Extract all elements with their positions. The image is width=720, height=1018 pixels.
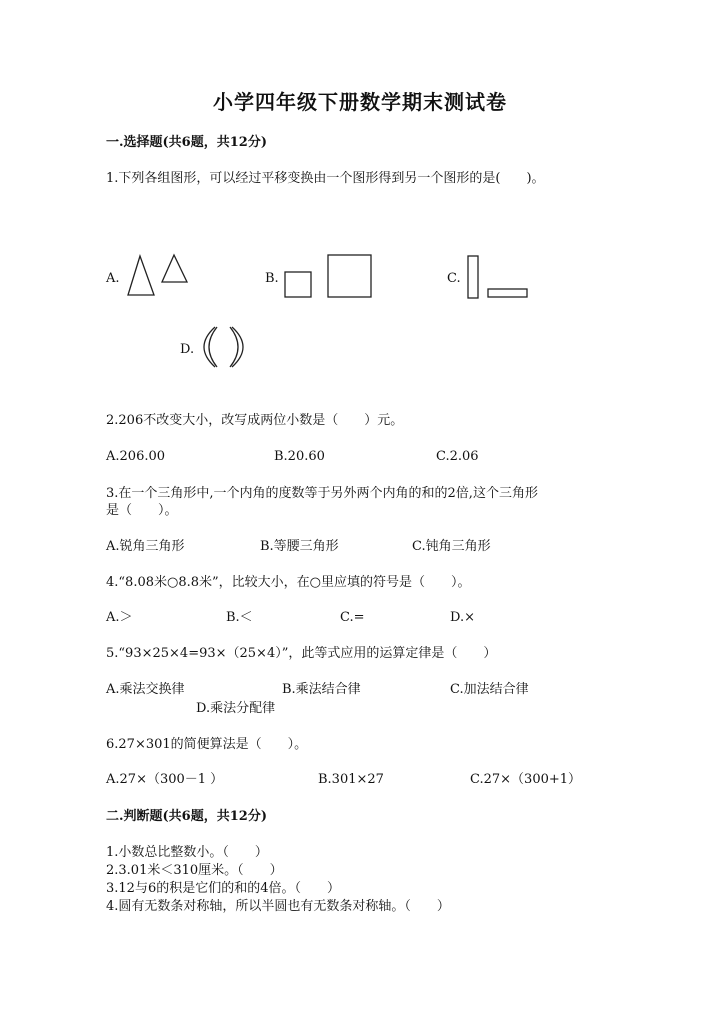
q1-option-b-squares-icon	[282, 252, 382, 302]
q2-option-c: C.2.06	[436, 449, 479, 464]
q4-option-a: A.＞	[106, 610, 133, 625]
page-title: 小学四年级下册数学期末测试卷	[213, 90, 507, 114]
q3-text-line-1: 3.在一个三角形中,一个内角的度数等于另外两个内角的和的2倍,这个三角形	[106, 486, 538, 501]
q1-option-a-label: A.	[106, 271, 120, 286]
q5-text: 5.“93×25×4=93×（25×4）”，此等式应用的运算定律是（ ）	[106, 646, 497, 661]
q5-option-b: B.乘法结合律	[282, 682, 361, 697]
judgement-item-3: 3.12与6的积是它们的和的4倍。（ ）	[106, 881, 340, 896]
section-1-heading: 一.选择题(共6题，共12分)	[106, 135, 267, 150]
q5-option-c: C.加法结合律	[450, 682, 529, 697]
q5-option-a: A.乘法交换律	[106, 682, 185, 697]
q3-option-b: B.等腰三角形	[260, 539, 339, 554]
judgement-item-2: 2.3.01米＜310厘米。（ ）	[106, 863, 283, 878]
q4-text: 4.“8.08米○8.8米”，比较大小，在○里应填的符号是（ ）。	[106, 575, 471, 590]
q4-option-d: D.×	[450, 610, 475, 625]
q2-option-b: B.20.60	[274, 449, 325, 464]
judgement-item-4: 4.圆有无数条对称轴，所以半圆也有无数条对称轴。（ ）	[106, 899, 450, 914]
q6-option-b: B.301×27	[318, 772, 384, 787]
q4-option-b: B.＜	[226, 610, 253, 625]
q1-option-a-triangles-icon	[124, 252, 204, 302]
q4-option-c: C.=	[340, 610, 365, 625]
q2-option-a: A.206.00	[106, 449, 166, 464]
section-2-heading: 二.判断题(共6题，共12分)	[106, 809, 267, 824]
judgement-item-1: 1.小数总比整数小。（ ）	[106, 845, 268, 860]
q1-option-b-label: B.	[265, 271, 279, 286]
q3-text-line-2: 是（ ）。	[106, 503, 178, 518]
q3-option-c: C.钝角三角形	[412, 539, 491, 554]
q1-option-d-arcs-icon	[197, 324, 257, 374]
q1-option-c-rectangles-icon	[464, 252, 534, 302]
q6-text: 6.27×301的简便算法是（ ）。	[106, 737, 308, 752]
q6-option-a: A.27×（300－1 ）	[106, 772, 224, 787]
q1-option-c-label: C.	[447, 271, 461, 286]
q2-text: 2.206不改变大小，改写成两位小数是（ ）元。	[106, 413, 404, 428]
q6-option-c: C.27×（300+1）	[470, 772, 582, 787]
q1-option-d-label: D.	[180, 342, 195, 357]
q5-option-d: D.乘法分配律	[196, 701, 276, 716]
q3-option-a: A.锐角三角形	[106, 539, 185, 554]
q1-text: 1.下列各组图形，可以经过平移变换由一个图形得到另一个图形的是( )。	[106, 171, 545, 186]
